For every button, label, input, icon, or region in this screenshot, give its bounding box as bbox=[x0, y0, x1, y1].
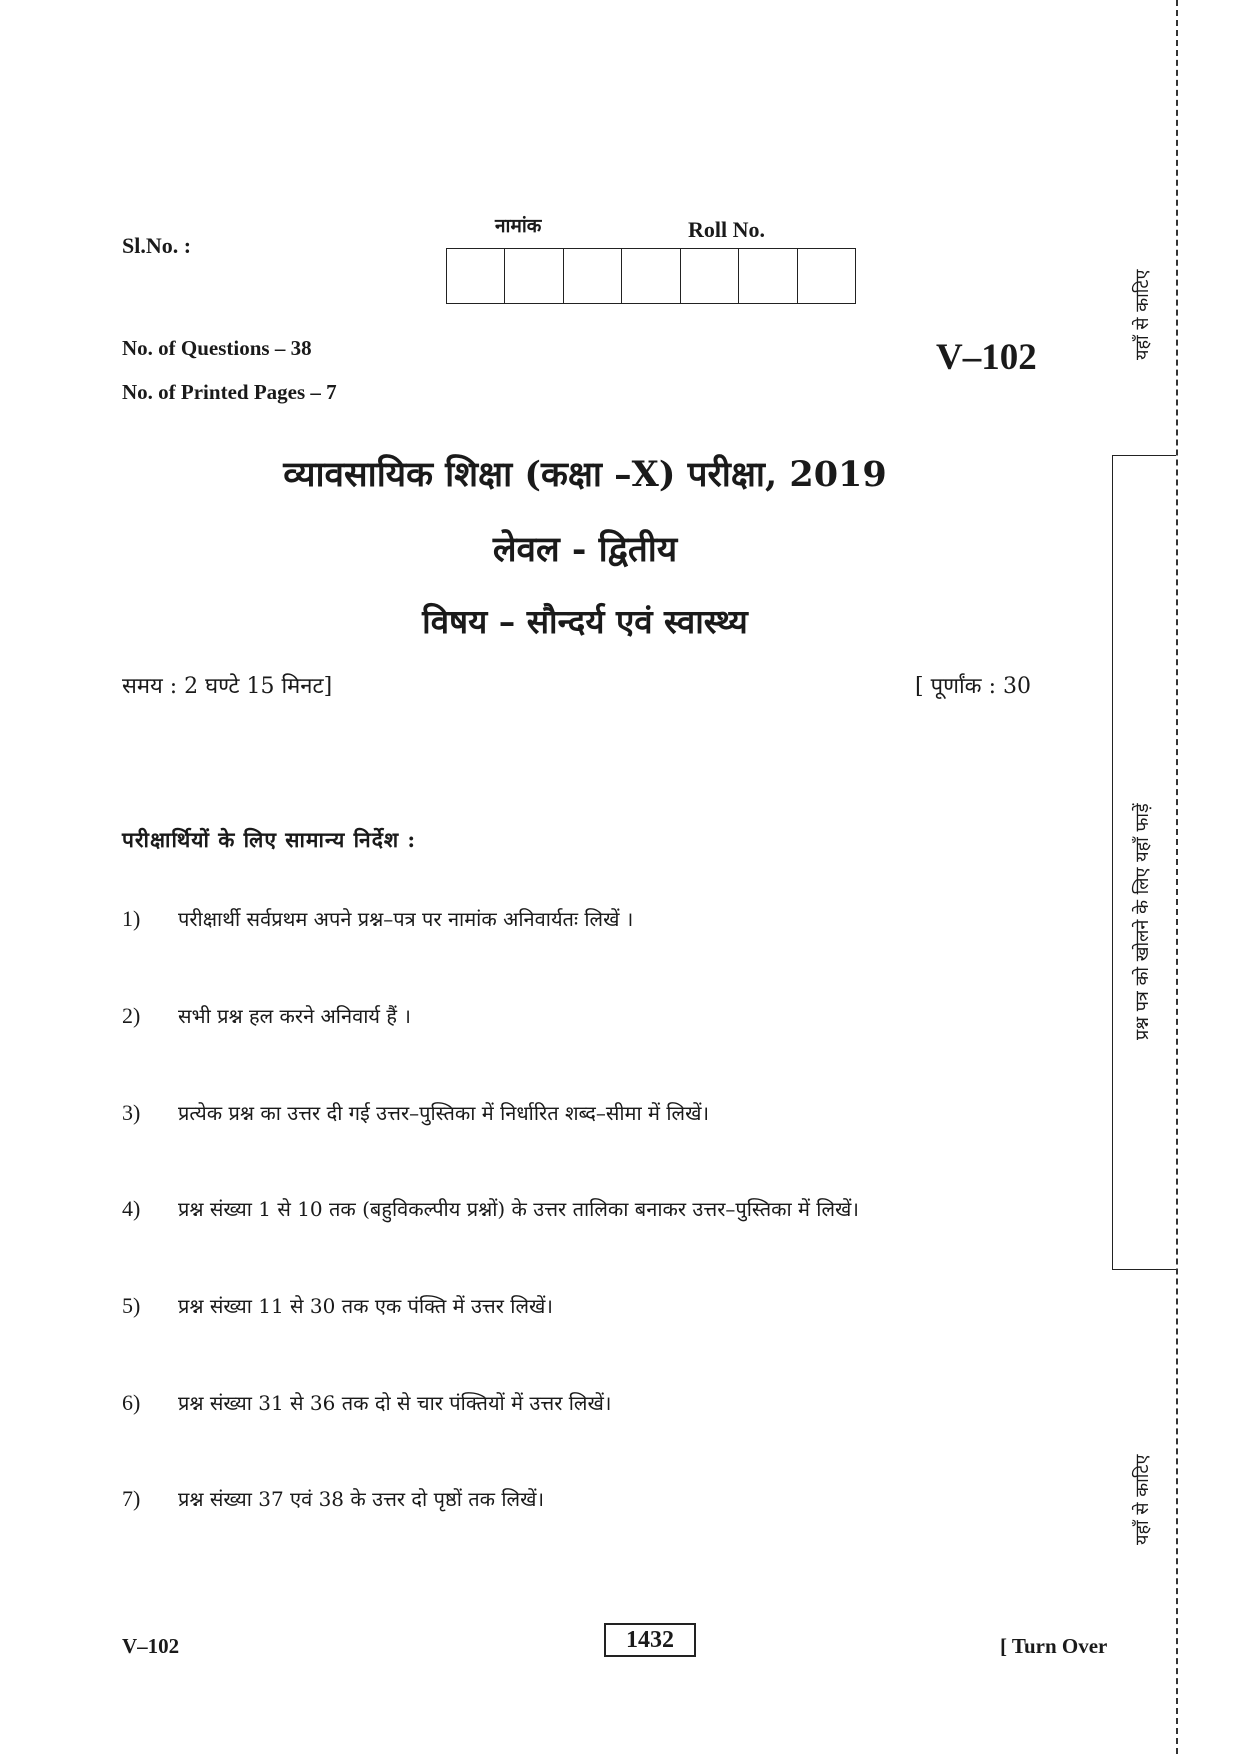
num-questions: No. of Questions – 38 bbox=[122, 336, 312, 360]
instruction-text: प्रश्न संख्या 1 से 10 तक (बहुविकल्पीय प्रश्नों) के उत्तर तालिका बनाकर उत्तर–पुस्तिका में लिखें। bbox=[178, 1197, 859, 1221]
roll-digit-box[interactable] bbox=[622, 249, 680, 303]
instruction-number: 7) bbox=[122, 1486, 141, 1511]
roll-digit-box[interactable] bbox=[798, 249, 855, 303]
instruction-number: 6) bbox=[122, 1390, 141, 1415]
instruction-number: 2) bbox=[122, 1003, 141, 1028]
instruction-number: 5) bbox=[122, 1293, 141, 1318]
instruction-text: प्रश्न संख्या 11 से 30 तक एक पंक्ति में उत्तर लिखें। bbox=[178, 1294, 553, 1318]
instruction-text: प्रश्न संख्या 37 एवं 38 के उत्तर दो पृष्ठों तक लिखें। bbox=[178, 1487, 545, 1511]
paper-code: V–102 bbox=[936, 337, 1037, 378]
roll-no-label: Roll No. bbox=[688, 217, 765, 242]
sl-no-label: Sl.No. : bbox=[122, 233, 192, 258]
namank-label: नामांक bbox=[495, 215, 542, 237]
roll-digit-box[interactable] bbox=[505, 249, 563, 303]
instruction-item bbox=[122, 1292, 553, 1319]
instruction-item bbox=[122, 905, 633, 932]
instruction-text: सभी प्रश्न हल करने अनिवार्य हैं । bbox=[178, 1004, 411, 1028]
time-allowed: समय : 2 घण्टे 15 मिनट] bbox=[122, 674, 333, 699]
cut-here-top-label: यहाँ से काटिए bbox=[1132, 269, 1153, 360]
instruction-number: 1) bbox=[122, 906, 141, 931]
cut-line bbox=[1176, 0, 1178, 1754]
max-marks: [ पूर्णांक : 30 bbox=[915, 674, 1031, 699]
instruction-number: 4) bbox=[122, 1196, 141, 1221]
instruction-item bbox=[122, 1002, 411, 1029]
subject-title: विषय – सौन्दर्य एवं स्वास्थ्य bbox=[422, 602, 748, 641]
instruction-item bbox=[122, 1195, 859, 1222]
instruction-text: प्रत्येक प्रश्न का उत्तर दी गई उत्तर–पुस्तिका में निर्धारित शब्द–सीमा में लिखें। bbox=[178, 1101, 710, 1125]
instruction-text: परीक्षार्थी सर्वप्रथम अपने प्रश्न–पत्र पर नामांक अनिवार्यतः लिखें । bbox=[178, 907, 634, 931]
cut-here-bottom-label: यहाँ से काटिए bbox=[1132, 1454, 1153, 1545]
roll-digit-box[interactable] bbox=[564, 249, 622, 303]
instructions-heading: परीक्षार्थियों के लिए सामान्य निर्देश : bbox=[122, 827, 417, 852]
tear-here-label: प्रश्न पत्र को खोलने के लिए यहाँ फाड़ें bbox=[1132, 803, 1153, 1040]
exam-title: व्यावसायिक शिक्षा (कक्षा –X) परीक्षा, 2019 bbox=[283, 454, 887, 495]
instruction-number: 3) bbox=[122, 1100, 141, 1125]
instruction-text: प्रश्न संख्या 31 से 36 तक दो से चार पंक्तियों में उत्तर लिखें। bbox=[178, 1391, 612, 1415]
footer-paper-code: V–102 bbox=[122, 1634, 180, 1658]
instruction-item bbox=[122, 1389, 611, 1416]
roll-no-boxes[interactable] bbox=[446, 248, 856, 304]
footer-number-box: 1432 bbox=[604, 1623, 696, 1657]
turn-over-label: [ Turn Over bbox=[1000, 1634, 1108, 1658]
instruction-item bbox=[122, 1099, 709, 1126]
num-pages: No. of Printed Pages – 7 bbox=[122, 380, 337, 404]
level-title: लेवल - द्वितीय bbox=[492, 529, 678, 570]
roll-digit-box[interactable] bbox=[681, 249, 739, 303]
roll-digit-box[interactable] bbox=[739, 249, 797, 303]
instruction-item bbox=[122, 1485, 544, 1512]
roll-digit-box[interactable] bbox=[447, 249, 505, 303]
